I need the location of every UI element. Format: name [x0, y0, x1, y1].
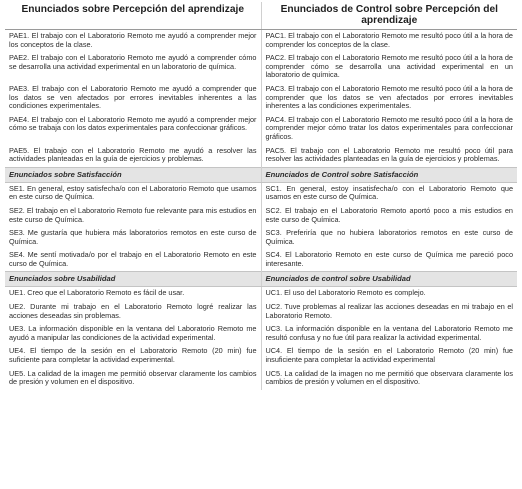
- statement-pac5: PAC5. El trabajo con el Laboratorio Remoto me resultó poco útil para resolver las actividades planteadas en la guía de ejercicios y problemas.: [265, 145, 513, 164]
- statement-ue2: UE2. Durante mi trabajo en el Laboratorio Remoto logré realizar las acciones deseadas sin problemas.: [5, 301, 261, 323]
- statement-pac1: PAC1. El trabajo con el Laboratorio Remoto me resultó poco útil a la hora de comprender los conceptos de la clase.: [265, 31, 513, 49]
- section-title-control-usability: Enunciados de control sobre Usabilidad: [261, 272, 517, 287]
- statement-uc5: UC5. La calidad de la imagen no me permitió que observara claramente los cambios de presión y volumen en el dispositivo.: [265, 368, 513, 387]
- statement-sc4: SC4. El Laboratorio Remoto en este curso de Química me pareció poco interesante.: [265, 250, 513, 268]
- section-header-usability: [5, 272, 517, 287]
- table-row: [5, 323, 517, 345]
- statement-pae4: PAE4. El trabajo con el Laboratorio Remoto me ayudó a comprender mejor cómo se trabaja con los datos experimentales para confeccionar gráficos.: [5, 114, 261, 145]
- section-title-control-satisfaction: Enunciados de Control sobre Satisfacción: [261, 167, 517, 182]
- statement-pae5: PAE5. El trabajo con el Laboratorio Remoto me ayudó a resolver las actividades planteadas en la guía de ejercicios y problemas.: [5, 145, 261, 168]
- statements-table: [5, 2, 517, 390]
- statement-pae2: PAE2. El trabajo con el Laboratorio Remoto me ayudó a comprender cómo se desarrolla una actividad experimental en un laboratorio de química.: [5, 52, 261, 83]
- statement-sc2: SC2. El trabajo en el Laboratorio Remoto aportó poco a mis estudios en este curso de Química.: [265, 205, 513, 224]
- section-title-usability: Enunciados sobre Usabilidad: [5, 272, 261, 287]
- statement-se2: SE2. El trabajo en el Laboratorio Remoto fue relevante para mis estudios en este curso de Química.: [5, 205, 261, 227]
- header-control-perception: Enunciados de Control sobre Percepción del aprendizaje: [261, 2, 517, 30]
- table-row: [5, 301, 517, 323]
- section-title-satisfaction: Enunciados sobre Satisfacción: [5, 167, 261, 182]
- statement-pae1: PAE1. El trabajo con el Laboratorio Remoto me ayudó a comprender mejor los conceptos de la clase.: [5, 30, 261, 53]
- statement-ue1: UE1. Creo que el Laboratorio Remoto es fácil de usar.: [5, 287, 261, 301]
- table-row: [5, 182, 517, 205]
- statement-pac3: PAC3. El trabajo con el Laboratorio Remoto me resultó poco útil a la hora de comprender que los datos se ven afectados por errores inevitables inherentes a las condiciones experimentales.: [265, 83, 513, 111]
- statement-ue3: UE3. La información disponible en la ventana del Laboratorio Remoto me ayudó a manipular las condiciones de la actividad experimental.: [5, 323, 261, 345]
- table-row: [5, 249, 517, 272]
- statement-se1: SE1. En general, estoy satisfecha/o con el Laboratorio Remoto que usamos en este curso de Química.: [5, 182, 261, 205]
- section-header-satisfaction: [5, 167, 517, 182]
- statement-uc4: UC4. El tiempo de la sesión en el Laboratorio Remoto (20 min) fue insuficiente para completar la actividad experimental: [265, 346, 513, 365]
- statement-pac4: PAC4. El trabajo con el Laboratorio Remoto me resultó poco útil a la hora de comprender mejor cómo tratar los datos experimentales para confeccionar gráficos.: [265, 114, 513, 141]
- statement-uc3: UC3. La información disponible en la ventana del Laboratorio Remoto me resultó confusa y no fue útil para realizar la actividad experimental.: [265, 324, 513, 342]
- statement-uc1: UC1. El uso del Laboratorio Remoto es complejo.: [265, 288, 426, 298]
- table-row: [5, 83, 517, 114]
- statement-uc2: UC2. Tuve problemas al realizar las acciones deseadas en mi trabajo en el Laboratorio Remoto.: [265, 302, 513, 320]
- table-row: [5, 345, 517, 367]
- statement-sc1: SC1. En general, estoy insatisfecha/o con el Laboratorio Remoto que usamos en este curso de Química.: [265, 183, 513, 202]
- statement-ue5: UE5. La calidad de la imagen me permitió observar claramente los cambios de presión y volumen en el dispositivo.: [5, 368, 261, 390]
- table-row: [5, 52, 517, 83]
- table-row: [5, 287, 517, 301]
- statement-ue4: UE4. El tiempo de la sesión en el Laboratorio Remoto (20 min) fue suficiente para completar la actividad experimental.: [5, 345, 261, 367]
- statement-se3: SE3. Me gustaría que hubiera más laboratorios remotos en este curso de Química.: [5, 227, 261, 249]
- table-row: [5, 114, 517, 145]
- statement-sc3: SC3. Preferiría que no hubiera laboratorios remotos en este curso de Química.: [265, 228, 513, 246]
- header-perception: Enunciados sobre Percepción del aprendizaje: [5, 2, 261, 30]
- statement-pac2: PAC2. El trabajo con el Laboratorio Remoto me resultó poco útil a la hora de comprender cómo se desarrolla una actividad experimental en un laboratorio de química.: [265, 53, 513, 80]
- table-row: [5, 205, 517, 227]
- table-row: [5, 30, 517, 53]
- table-row: [5, 368, 517, 390]
- statement-se4: SE4. Me sentí motivada/o por el trabajo en el Laboratorio Remoto en este curso de Química.: [5, 249, 261, 272]
- table-header-row: [5, 2, 517, 30]
- statement-pae3: PAE3. El trabajo con el Laboratorio Remoto me ayudó a comprender que los datos se ven afectados por errores inevitables inherentes a las condiciones experimentales.: [5, 83, 261, 114]
- table-row: [5, 227, 517, 249]
- table-row: [5, 145, 517, 168]
